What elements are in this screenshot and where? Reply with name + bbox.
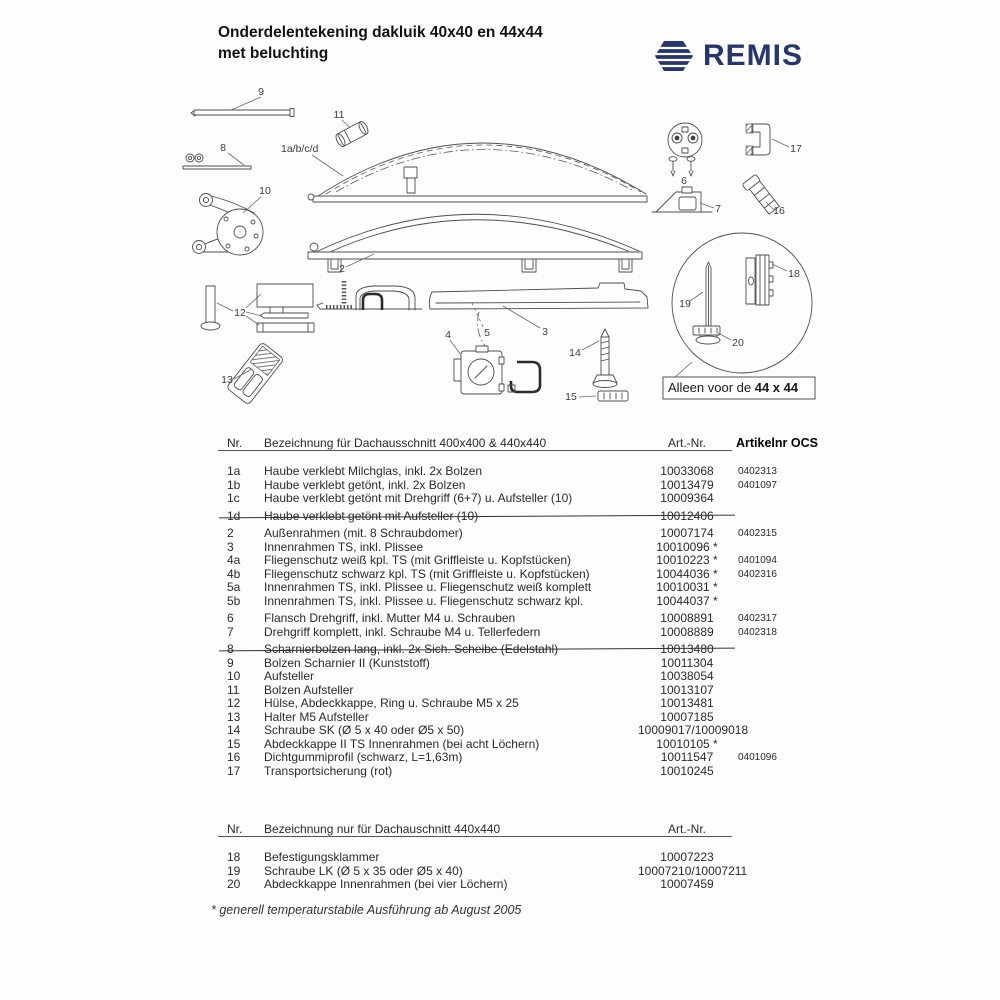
article-number: 10010096 * — [656, 539, 718, 554]
part-number: 10 — [227, 669, 241, 683]
ocs-article-number — [736, 684, 832, 698]
header-artikelnr-ocs: Artikelnr OCS — [736, 436, 818, 450]
header-underline — [218, 836, 732, 837]
part-number: 4a — [227, 553, 241, 567]
header-nr: Nr. — [227, 436, 243, 450]
ocs-article-number — [736, 657, 832, 671]
article-number: 10007210/10007211 — [638, 863, 748, 878]
part-8-scharnierbolzen — [183, 153, 251, 169]
table-row — [218, 738, 832, 752]
footnote: * generell temperaturstabile Ausführung ab August 2005 — [211, 903, 522, 917]
callout-20: 20 — [732, 337, 744, 349]
table-row — [218, 595, 832, 609]
part-description: Abdeckkappe Innenrahmen (bei vier Löchern) — [264, 877, 508, 891]
table-row — [218, 612, 832, 626]
part-number: 1d — [227, 508, 241, 523]
part-number: 2 — [227, 526, 234, 540]
callout-14: 14 — [569, 347, 581, 359]
table-row — [218, 851, 832, 865]
callout-12: 12 — [234, 307, 246, 319]
part-description: Innenrahmen TS, inkl. Plissee u. Fliegenschutz weiß komplett — [264, 580, 592, 594]
part-description: Innenrahmen TS, inkl. Plissee u. Fliegenschutz schwarz kpl. — [264, 593, 584, 608]
table-row — [218, 554, 832, 568]
part-number: 16 — [227, 750, 241, 764]
title-line-2: met beluchting — [218, 45, 329, 62]
part-number: 5a — [227, 580, 241, 594]
table-body — [218, 465, 832, 778]
ocs-article-number — [736, 492, 832, 506]
part-description: Abdeckkappe II TS Innenrahmen (bei acht Löchern) — [264, 736, 540, 751]
part-number: 9 — [227, 655, 234, 670]
part-number: 12 — [227, 696, 241, 710]
table-row — [218, 684, 832, 698]
header-nr: Nr. — [227, 822, 243, 836]
ocs-article-number: 0401096 — [738, 752, 777, 763]
table-row — [218, 865, 832, 879]
article-number: 10007459 — [660, 877, 714, 891]
part-4-fliegenschutz-griff — [450, 340, 540, 394]
part-number: 1c — [227, 491, 240, 505]
callout-3: 3 — [542, 326, 548, 338]
callout-6: 6 — [681, 175, 687, 187]
part-number: 7 — [227, 624, 234, 639]
part-number: 4b — [227, 566, 241, 581]
ocs-article-number: 0402316 — [738, 568, 777, 580]
part-number: 1a — [227, 464, 241, 478]
article-number: 10008889 — [660, 624, 714, 639]
table-row — [218, 724, 832, 738]
part-description: Haube verklebt getönt mit Drehgriff (6+7) u. Aufsteller (10) — [264, 491, 573, 505]
article-number: 10010245 — [660, 763, 714, 778]
table-row — [218, 878, 832, 892]
callout-4: 4 — [445, 329, 451, 341]
callout-16: 16 — [773, 205, 785, 217]
article-number: 10033068 — [660, 464, 714, 478]
exploded-parts-diagram — [0, 0, 1000, 432]
part-number: 11 — [227, 682, 240, 697]
callout-2: 2 — [339, 263, 345, 275]
article-number: 10007223 — [660, 850, 714, 864]
part-number: 14 — [227, 723, 241, 737]
ocs-article-number — [736, 724, 832, 738]
part-description: Befestigungsklammer — [264, 850, 380, 864]
article-number: 10044036 * — [656, 566, 718, 581]
header-underline — [218, 450, 732, 451]
part-description: Schraube SK (Ø 5 x 40 oder Ø5 x 50) — [264, 723, 465, 737]
article-number: 10010105 * — [656, 736, 718, 751]
ocs-article-number — [736, 541, 832, 555]
table-row — [218, 765, 832, 779]
table-row — [218, 626, 832, 640]
article-number: 10013479 — [660, 477, 714, 492]
table-row — [218, 751, 832, 765]
part-description: Bolzen Scharnier II (Kunststoff) — [264, 655, 430, 670]
article-number: 10011304 — [660, 655, 714, 670]
article-number: 10011547 — [660, 750, 714, 764]
ocs-article-number — [736, 670, 832, 684]
article-number: 10008891 — [660, 611, 714, 625]
callout-7: 7 — [715, 203, 721, 215]
part-number: 19 — [227, 863, 241, 878]
part-description: Innenrahmen TS, inkl. Plissee — [264, 539, 424, 554]
part-11-bolzen-aufsteller — [334, 120, 370, 148]
inset-caption-box — [663, 377, 815, 399]
ocs-article-number — [736, 697, 832, 711]
part-12-huelse-set — [201, 284, 314, 332]
part-14-schraube-sk — [582, 329, 617, 388]
part-number: 5b — [227, 593, 241, 608]
part-10-aufsteller — [193, 194, 264, 256]
table-row — [218, 479, 832, 493]
article-number: 10009017/10009018 — [638, 723, 749, 737]
callout-18: 18 — [788, 268, 800, 280]
part-17-transportsicherung — [746, 124, 789, 155]
table-row — [218, 670, 832, 684]
callout-19: 19 — [679, 298, 691, 310]
part-description: Schraube LK (Ø 5 x 35 oder Ø5 x 40) — [264, 863, 463, 878]
table-row — [218, 492, 832, 506]
parts-table-440x440 — [218, 822, 832, 892]
header-bezeichnung: Bezeichnung nur für Dachauschnitt 440x440 — [264, 822, 501, 836]
callout-1abcd: 1a/b/c/d — [281, 143, 319, 155]
ocs-article-number: 0402317 — [738, 613, 777, 624]
header-bezeichnung: Bezeichnung für Dachausschnitt 400x400 & 440x440 — [264, 436, 547, 450]
article-number: 10044037 * — [656, 593, 718, 608]
inset-caption-text: Alleen voor de 44 x 44 — [668, 380, 799, 395]
part-description: Bolzen Aufsteller — [264, 682, 354, 697]
part-3-5-innenrahmen-rails — [317, 281, 648, 350]
part-1-haube-dome — [308, 143, 647, 202]
table-row — [218, 510, 832, 524]
ocs-article-number: 0401097 — [738, 479, 777, 491]
inset-circle-44x44 — [672, 233, 812, 378]
part-number: 6 — [227, 611, 234, 625]
remis-logo-text: REMIS — [703, 39, 804, 72]
part-number: 13 — [227, 709, 241, 724]
table-row — [218, 657, 832, 671]
callout-11: 11 — [333, 109, 345, 121]
part-number: 8 — [227, 642, 234, 656]
article-number: 10010031 * — [656, 580, 718, 594]
header-art-nr: Art.-Nr. — [668, 436, 706, 450]
ocs-article-number — [736, 711, 832, 725]
table-row — [218, 568, 832, 582]
part-description: Haube verklebt Milchglas, inkl. 2x Bolzen — [264, 464, 483, 478]
table-row — [218, 581, 832, 595]
table-row — [218, 643, 832, 657]
part-15-abdeckkappe — [579, 391, 628, 401]
ocs-article-number — [736, 581, 832, 595]
part-description: Haube verklebt getönt, inkl. 2x Bolzen — [264, 477, 466, 492]
ocs-article-number — [736, 643, 832, 657]
callout-8: 8 — [220, 142, 226, 154]
part-number: 15 — [227, 736, 241, 751]
callout-15: 15 — [565, 391, 577, 403]
ocs-article-number — [736, 510, 832, 524]
callout-17: 17 — [790, 143, 802, 155]
table-header-row — [218, 822, 832, 836]
header-art-nr: Art.-Nr. — [668, 822, 706, 836]
part-description: Aufsteller — [264, 669, 315, 683]
part-description: Transportsicherung (rot) — [264, 763, 393, 778]
part-number: 20 — [227, 877, 241, 891]
table-header-row — [218, 436, 832, 450]
ocs-article-number: 0402315 — [738, 528, 777, 539]
article-number: 10038054 — [660, 669, 714, 683]
part-description: Fliegenschutz schwarz kpl. TS (mit Griffleiste u. Kopfstücken) — [264, 566, 590, 581]
ocs-article-number — [736, 595, 832, 609]
ocs-article-number: 0402318 — [738, 626, 777, 638]
callout-13: 13 — [221, 374, 233, 386]
ocs-article-number — [736, 765, 832, 779]
table-row — [218, 465, 832, 479]
part-description: Flansch Drehgriff, inkl. Mutter M4 u. Schrauben — [264, 611, 516, 625]
part-description: Drehgriff komplett, inkl. Schraube M4 u. Tellerfedern — [264, 624, 541, 639]
article-number: 10009364 — [660, 491, 714, 505]
table-body — [218, 851, 832, 892]
article-number: 10013481 — [660, 696, 714, 710]
callout-5: 5 — [484, 327, 490, 339]
part-6-flansch-drehgriff — [668, 123, 702, 176]
ocs-article-number — [736, 738, 832, 752]
article-number: 10007185 — [660, 709, 714, 724]
part-number: 3 — [227, 539, 234, 554]
article-number: 10012406 — [660, 508, 714, 523]
callout-10: 10 — [259, 185, 271, 197]
parts-table-400x400 — [218, 436, 832, 778]
part-2-aussenrahmen — [308, 214, 642, 272]
part-7-drehgriff — [652, 187, 714, 212]
part-number: 1b — [227, 477, 241, 492]
part-description: Scharnierbolzen lang, inkl. 2x Sich. Scheibe (Edelstahl) — [264, 642, 559, 656]
part-description: Außenrahmen (mit. 8 Schraubdomer) — [264, 526, 463, 540]
part-13-halter — [226, 342, 284, 405]
article-number: 10010223 * — [656, 553, 718, 567]
part-description: Haube verklebt getönt mit Aufsteller (10) — [264, 508, 479, 523]
ocs-article-number: 0402313 — [738, 466, 777, 477]
article-number: 10013480 — [660, 642, 714, 656]
part-description: Hülse, Abdeckkappe, Ring u. Schraube M5 x 25 — [264, 696, 519, 710]
table-row — [218, 697, 832, 711]
table-row — [218, 541, 832, 555]
part-number: 18 — [227, 850, 241, 864]
table-row — [218, 527, 832, 541]
part-description: Fliegenschutz weiß kpl. TS (mit Griffleiste u. Kopfstücken) — [264, 553, 572, 567]
callout-9: 9 — [258, 86, 264, 98]
ocs-article-number: 0401094 — [738, 555, 777, 566]
part-number: 17 — [227, 763, 241, 778]
part-description: Halter M5 Aufsteller — [264, 709, 369, 724]
article-number: 10007174 — [660, 526, 714, 540]
article-number: 10013107 — [660, 682, 714, 697]
part-description: Dichtgummiprofil (schwarz, L=1,63m) — [264, 750, 463, 764]
table-row — [218, 711, 832, 725]
title-line-1: Onderdelentekening dakluik 40x40 en 44x44 — [218, 24, 543, 41]
part-9-bolzen-scharnier — [191, 97, 294, 117]
